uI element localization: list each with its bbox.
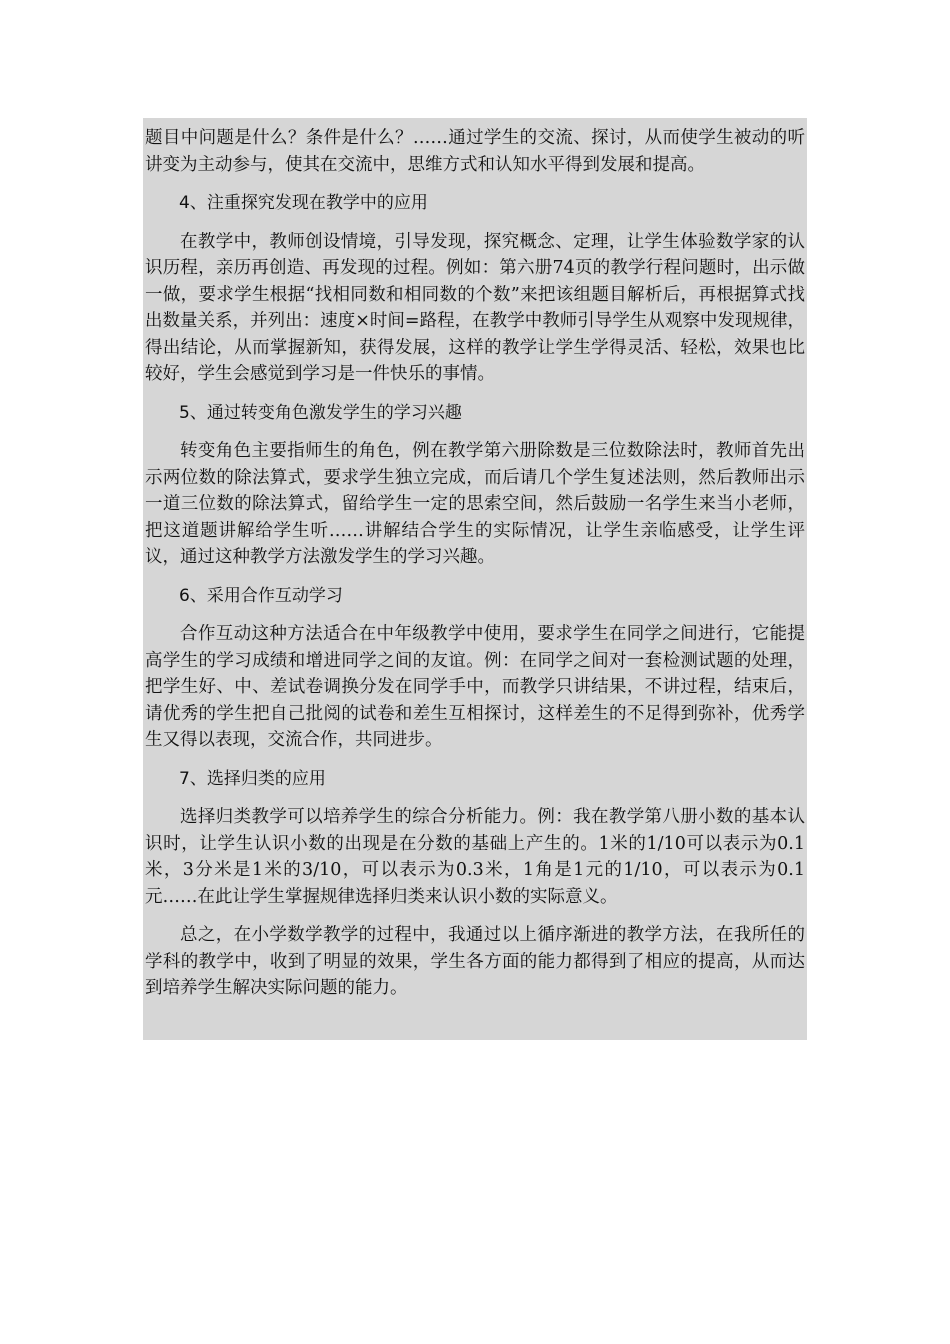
section-7-heading: 7、选择归类的应用 xyxy=(179,768,326,789)
section-4-heading: 4、注重探究发现在教学中的应用 xyxy=(179,193,428,213)
document-content xyxy=(145,125,805,1014)
section-7-body: 选择归类教学可以培养学生的综合分析能力。例：我在教学第八册小数的基本认识时，让学生认识小数的出现是在分数的基础上产生的。1米的1/10可以表示为0.1米，3分米是1米的3/10，可以表示为0.3米，1角是1元的1/10，可以表示为0.1元……在此让学生掌握规律选择归类来认识小数的实际意义。 xyxy=(145,807,805,907)
section-6-body: 合作互动这种方法适合在中年级教学中使用，要求学生在同学之间进行，它能提高学生的学习成绩和增进同学之间的友谊。例：在同学之间对一套检测试题的处理，把学生好、中、差试卷调换分发在同学手中，而教学只讲结果，不讲过程，结束后，请优秀的学生把自己批阅的试卷和差生互相探讨，这样差生的不足得到弥补，优秀学生又得以表现，交流合作，共同进步。 xyxy=(145,624,805,750)
intro-paragraph: 题目中问题是什么？条件是什么？……通过学生的交流、探讨，从而使学生被动的听讲变为主动参与，使其在交流中，思维方式和认知水平得到发展和提高。 xyxy=(145,128,805,175)
section-5-body: 转变角色主要指师生的角色，例在教学第六册除数是三位数除法时，教师首先出示两位数的除法算式，要求学生独立完成，而后请几个学生复述法则，然后教师出示一道三位数的除法算式，留给学生一定的思索空间，然后鼓励一名学生来当小老师，把这道题讲解给学生听……讲解结合学生的实际情况，让学生亲临感受，让学生评议，通过这种教学方法激发学生的学习兴趣。 xyxy=(145,441,805,567)
section-5-heading: 5、通过转变角色激发学生的学习兴趣 xyxy=(179,402,462,423)
section-4-body: 在教学中，教师创设情境，引导发现，探究概念、定理，让学生体验数学家的认识历程，亲历再创造、再发现的过程。例如：第六册74页的教学行程问题时，出示做一做，要求学生根据“找相同数和相同数的个数”来把该组题目解析后，再根据算式找出数量关系，并列出：速度×时间=路程，在教学中教师引导学生从观察中发现规律，得出结论，从而掌握新知，获得发展，这样的教学让学生学得灵活、轻松，效果也比较好，学生会感觉到学习是一件快乐的事情。 xyxy=(145,231,805,384)
section-6-heading: 6、采用合作互动学习 xyxy=(179,585,343,606)
conclusion-paragraph: 总之，在小学数学教学的过程中，我通过以上循序渐进的教学方法，在我所任的学科的教学中，收到了明显的效果，学生各方面的能力都得到了相应的提高，从而达到培养学生解决实际问题的能力。 xyxy=(145,925,805,998)
